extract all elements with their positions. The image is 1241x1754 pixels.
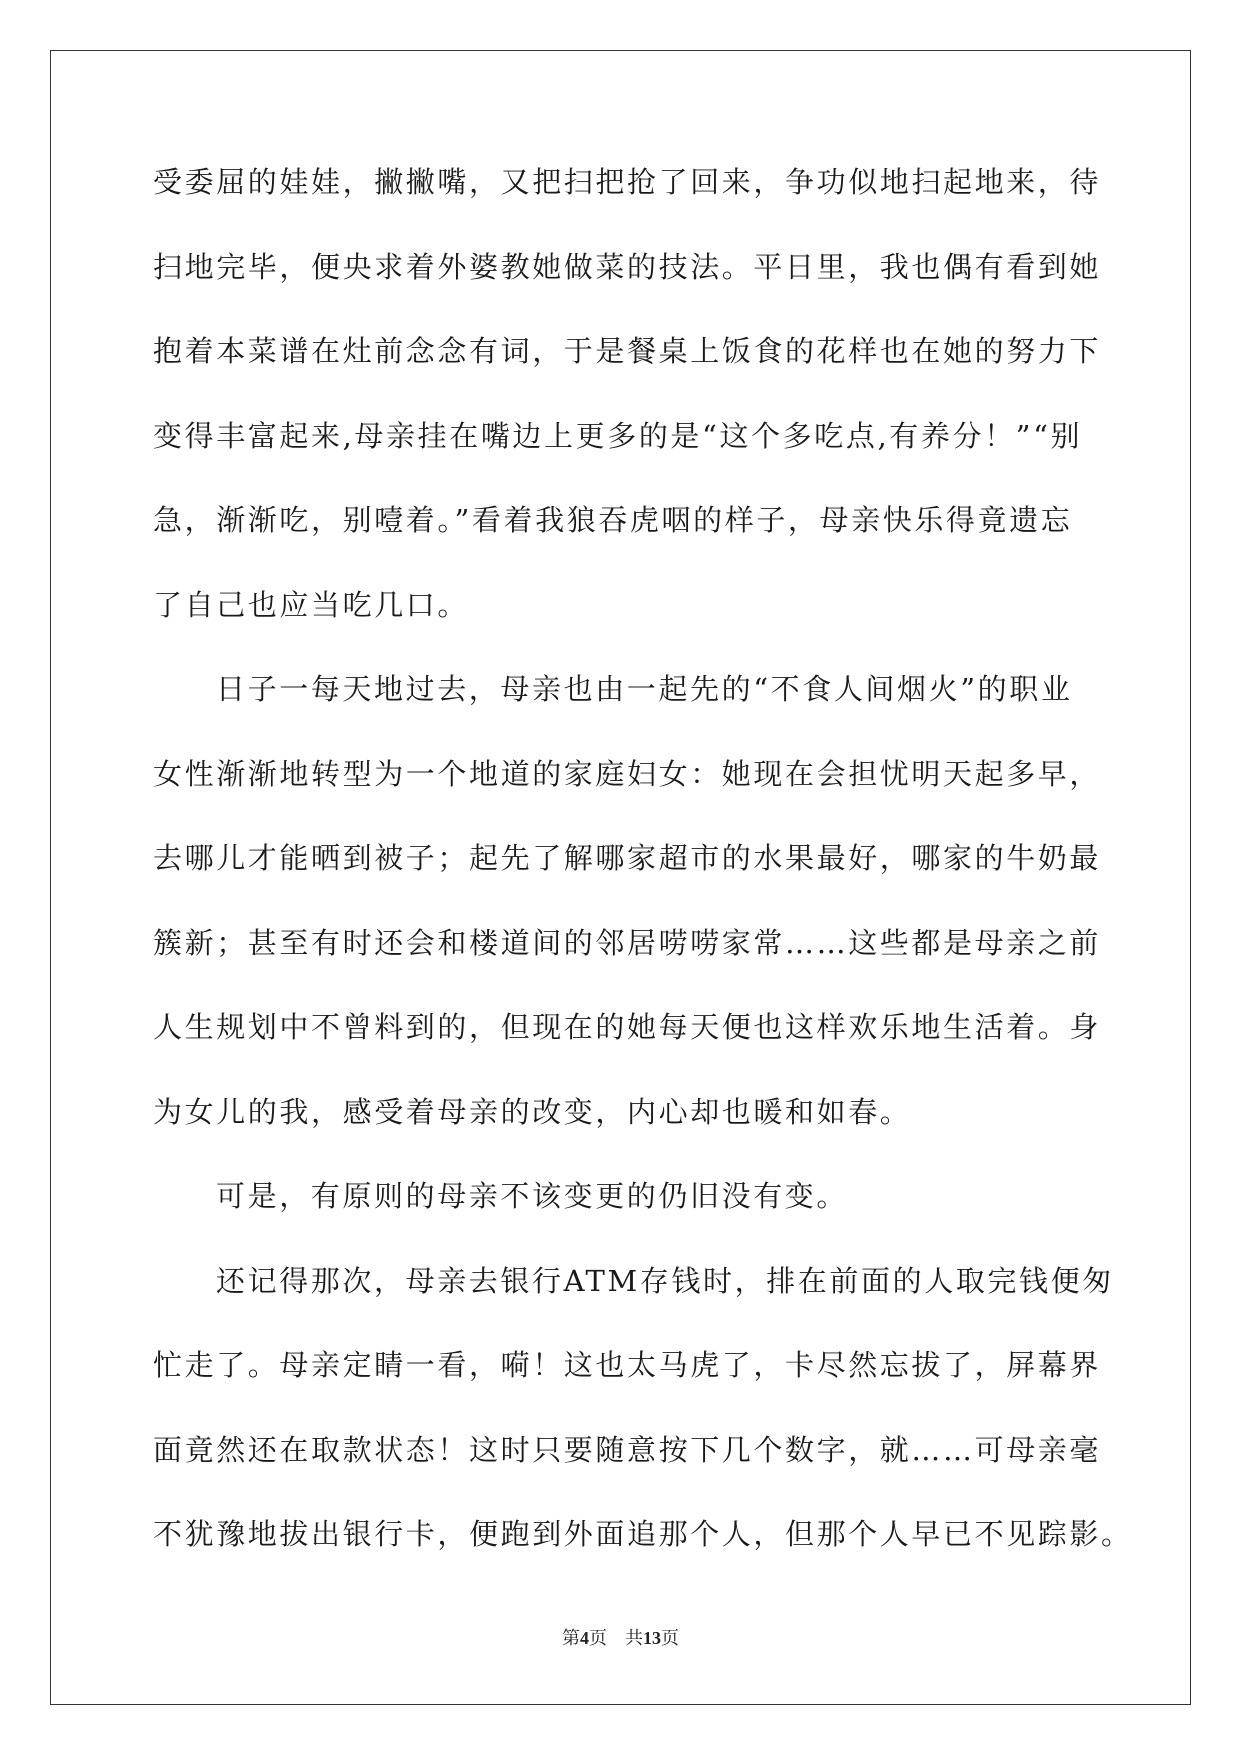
- text-line: 了自己也应当吃几口。: [153, 587, 470, 622]
- current-page-number: 4: [580, 1628, 589, 1648]
- text-line: 抱着本菜谱在灶前念念有词，于是餐桌上饭食的花样也在她的努力下: [153, 334, 1102, 368]
- page-prefix: 第: [562, 1628, 580, 1648]
- text-line: 不犹豫地拔出银行卡，便跑到外面追那个人，但那个人早已不见踪影。: [153, 1517, 1133, 1551]
- text-line: 人生规划中不曾料到的，但现在的她每天便也这样欢乐地生活着。身: [153, 1010, 1102, 1044]
- text-line: 女性渐渐地转型为一个地道的家庭妇女：她现在会担忧明天起多早，: [153, 756, 1102, 791]
- total-prefix: 共: [625, 1628, 643, 1648]
- text-line: 面竟然还在取款状态！这时只要随意按下几个数字，就……可母亲毫: [153, 1432, 1102, 1467]
- text-line: 急，渐渐吃，别噎着。”看着我狼吞虎咽的样子，母亲快乐得竟遗忘: [153, 503, 1073, 537]
- text-line: 簇新；甚至有时还会和楼道间的邻居唠唠家常……这些都是母亲之前: [153, 925, 1102, 960]
- paragraph-start-line: 可是，有原则的母亲不该变更的仍旧没有变。: [216, 1179, 849, 1213]
- text-line: 忙走了。母亲定睛一看，嗬！这也太马虎了，卡尽然忘拔了，屏幕界: [153, 1348, 1102, 1382]
- document-body: [153, 157, 1133, 1594]
- text-line: 受委屈的娃娃，撇撇嘴，又把扫把抢了回来，争功似地扫起地来，待: [153, 165, 1102, 199]
- paragraph-start-line: 还记得那次，母亲去银行ATM存钱时，排在前面的人取完钱便匆: [216, 1263, 1114, 1298]
- page-unit: 页: [589, 1628, 607, 1648]
- text-line: 扫地完毕，便央求着外婆教她做菜的技法。平日里，我也偶有看到她: [153, 249, 1102, 284]
- text-line: 为女儿的我，感受着母亲的改变，内心却也暖和如春。: [153, 1094, 912, 1129]
- text-line: 变得丰富起来,母亲挂在嘴边上更多的是“这个多吃点,有养分！”“别: [153, 418, 1083, 453]
- paragraph-start-line: 日子一每天地过去，母亲也由一起先的“不食人间烟火”的职业: [216, 672, 1073, 706]
- total-unit: 页: [661, 1628, 679, 1648]
- text-line: 去哪儿才能晒到被子；起先了解哪家超市的水果最好，哪家的牛奶最: [153, 841, 1102, 875]
- total-page-count: 13: [643, 1628, 661, 1648]
- page-footer: [0, 1624, 1241, 1650]
